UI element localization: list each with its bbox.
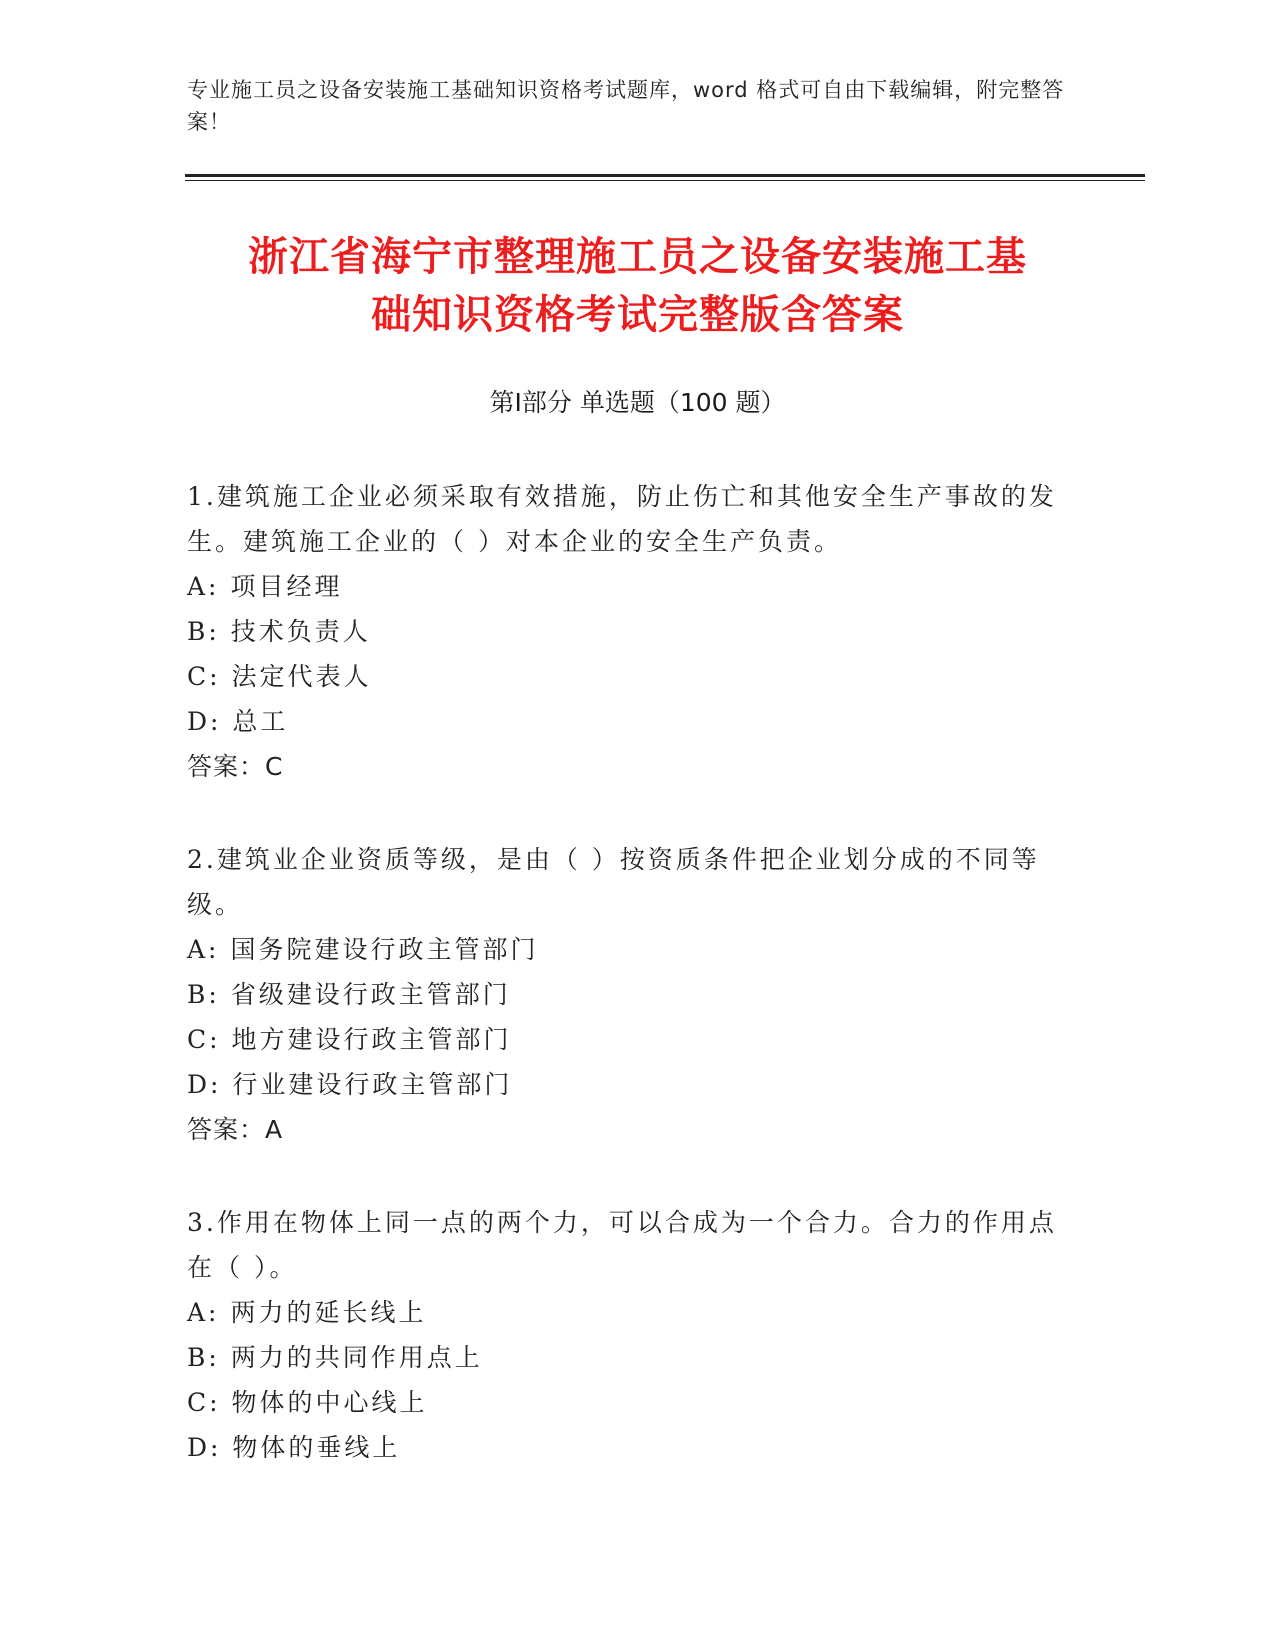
option-text: 总工 <box>232 707 289 736</box>
option-b <box>187 972 1067 1017</box>
option-letter: A: <box>187 935 220 964</box>
option-text: 法定代表人 <box>231 662 372 691</box>
question-block <box>187 837 1067 1152</box>
option-letter: D: <box>187 1433 222 1462</box>
option-letter: B: <box>187 617 220 646</box>
option-letter: D: <box>187 1070 222 1099</box>
question-block <box>187 1200 1067 1470</box>
option-d <box>187 699 1067 744</box>
option-letter: A: <box>187 572 220 601</box>
option-text: 技术负责人 <box>230 617 371 646</box>
option-d <box>187 1062 1067 1107</box>
answer-line: 答案：A <box>187 1115 284 1144</box>
option-b <box>187 1335 1067 1380</box>
option-text: 国务院建设行政主管部门 <box>230 935 539 964</box>
option-d <box>187 1425 1067 1470</box>
option-letter: B: <box>187 980 220 1009</box>
option-text: 物体的中心线上 <box>231 1388 428 1417</box>
option-letter: B: <box>187 1343 220 1372</box>
option-text: 两力的延长线上 <box>230 1298 427 1327</box>
option-letter: A: <box>187 1298 220 1327</box>
document-title <box>150 228 1125 344</box>
option-c <box>187 654 1067 699</box>
document-title-line-2: 础知识资格考试完整版含答案 <box>371 292 904 338</box>
question-block <box>187 474 1067 789</box>
answer-line: 答案：C <box>187 752 284 781</box>
option-letter: D: <box>187 707 222 736</box>
option-a <box>187 564 1067 609</box>
section-heading: 第Ⅰ部分 单选题（100 题） <box>489 388 786 417</box>
option-text: 两力的共同作用点上 <box>230 1343 483 1372</box>
option-text: 项目经理 <box>230 572 343 601</box>
document-title-line-1: 浙江省海宁市整理施工员之设备安装施工基 <box>248 234 1027 280</box>
question-text: 1.建筑施工企业必须采取有效措施，防止伤亡和其他安全生产事故的发生。建筑施工企业的（ ）对本企业的安全生产负责。 <box>187 482 1057 556</box>
option-c <box>187 1017 1067 1062</box>
question-text: 2.建筑业企业资质等级，是由（ ）按资质条件把企业划分成的不同等级。 <box>187 845 1040 919</box>
option-a <box>187 1290 1067 1335</box>
option-c <box>187 1380 1067 1425</box>
question-text: 3.作用在物体上同一点的两个力，可以合成为一个合力。合力的作用点在（ ）。 <box>187 1208 1057 1282</box>
option-b <box>187 609 1067 654</box>
option-text: 省级建设行政主管部门 <box>230 980 511 1009</box>
option-letter: C: <box>187 1025 221 1054</box>
option-text: 行业建设行政主管部门 <box>232 1070 513 1099</box>
option-text: 物体的垂线上 <box>232 1433 401 1462</box>
option-letter: C: <box>187 662 221 691</box>
option-letter: C: <box>187 1388 221 1417</box>
header-rule-thin <box>185 180 1145 181</box>
header-rule-thick <box>185 174 1145 177</box>
option-text: 地方建设行政主管部门 <box>231 1025 512 1054</box>
header-note: 专业施工员之设备安装施工基础知识资格考试题库，word 格式可自由下载编辑，附完整答案！ <box>187 78 1065 134</box>
option-a <box>187 927 1067 972</box>
